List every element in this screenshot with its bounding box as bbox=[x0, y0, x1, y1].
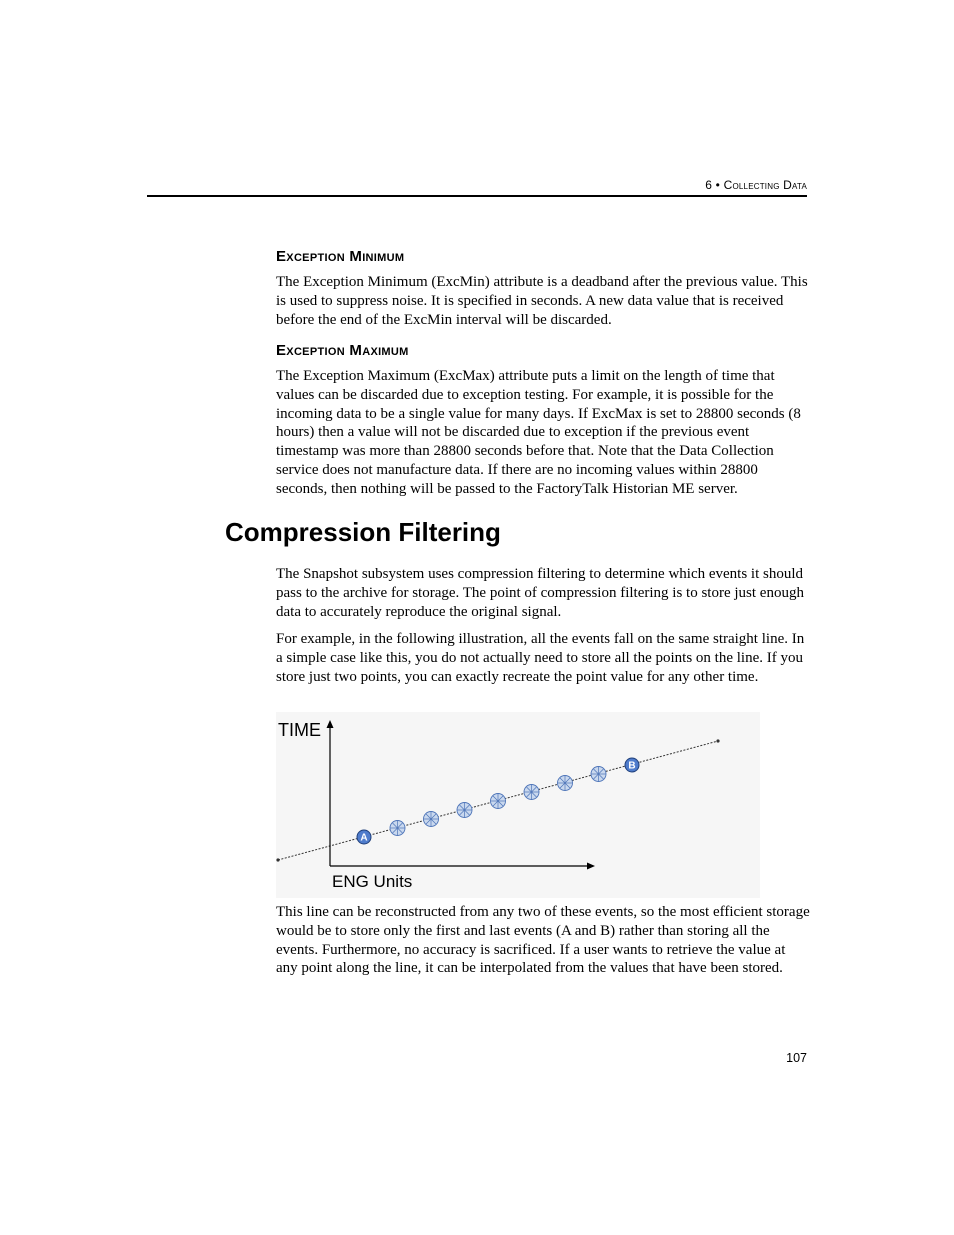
event-markers bbox=[357, 758, 639, 844]
compression-para-2: For example, in the following illustration, all the events fall on the same straight line. In a simple case like this, you do not actually need to store all the points on the line. If you store just two points, you can exactly recreate the point value for any other time. bbox=[276, 631, 805, 685]
event-a-label: A bbox=[360, 832, 368, 844]
y-axis-arrow-icon bbox=[327, 720, 334, 728]
exception-minimum-heading: Exception Minimum bbox=[276, 248, 405, 265]
compression-diagram bbox=[276, 712, 760, 898]
event-marker bbox=[424, 812, 439, 827]
running-head: 6 • Collecting Data bbox=[705, 178, 807, 192]
event-marker bbox=[457, 803, 472, 818]
exception-minimum-body: The Exception Minimum (ExcMin) attribute is a deadband after the previous value. This is used to suppress noise. It is specified in seconds. A new data value that is received before the end of the ExcMin interval will be discarded. bbox=[276, 274, 808, 328]
x-axis-label: ENG Units bbox=[332, 872, 413, 891]
page-number: 107 bbox=[786, 1051, 807, 1065]
trend-line-start-dot bbox=[276, 858, 279, 861]
x-axis-arrow-icon bbox=[587, 863, 595, 870]
compression-figure bbox=[276, 712, 760, 898]
compression-para-1: The Snapshot subsystem uses compression filtering to determine which events it should pass to the archive for storage. The point of compression filtering is to store just enough data to accurately reproduce the original signal. bbox=[276, 566, 804, 620]
event-marker bbox=[524, 785, 539, 800]
exception-maximum-heading: Exception Maximum bbox=[276, 342, 409, 359]
event-b bbox=[625, 758, 639, 772]
event-marker bbox=[558, 776, 573, 791]
trend-line-end-dot bbox=[716, 739, 719, 742]
event-a bbox=[357, 830, 371, 844]
event-marker bbox=[390, 821, 405, 836]
compression-para-3: This line can be reconstructed from any two of these events, so the most efficient storage would be to store only the first and last events (A and B) rather than storing all the events. Furthermore, no accuracy is sacrificed. If a user wants to retrieve the value at any point along the line, it can be interpolated from the values that have been stored. bbox=[276, 904, 810, 977]
exception-maximum-body: The Exception Maximum (ExcMax) attribute puts a limit on the length of time that values can be discarded due to exception testing. For example, it is possible for the incoming data to be a single value for many days. If ExcMax is set to 28800 seconds (8 hours) then a value will not be discarded due to exception if the previous event timestamp was more than 28800 seconds before that. Note that the Data Collection service does not manufacture data. If there are no incoming values within 28800 seconds, then nothing will be passed to the FactoryTalk Historian ME server. bbox=[276, 368, 801, 497]
compression-filtering-title: Compression Filtering bbox=[225, 517, 501, 547]
header-rule bbox=[147, 195, 807, 197]
y-axis-label: TIME bbox=[278, 720, 321, 740]
event-marker bbox=[491, 794, 506, 809]
event-marker bbox=[591, 767, 606, 782]
event-b-label: B bbox=[628, 760, 636, 772]
